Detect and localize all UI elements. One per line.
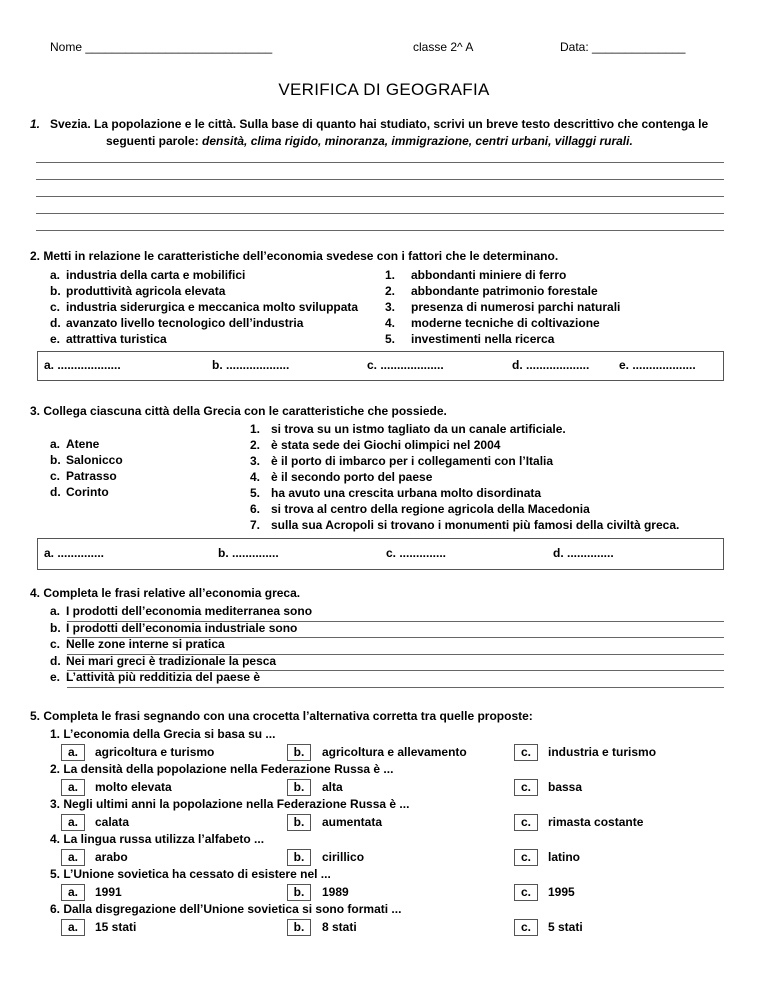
q5-5-option-a-checkbox[interactable]: a.: [61, 884, 85, 901]
list-item: e. attrattiva turistica: [50, 332, 167, 346]
answer-line: [36, 213, 724, 214]
q5-question-3: 3. Negli ultimi anni la popolazione nella Federazione Russa è ...: [50, 797, 410, 811]
list-item: 7. sulla sua Acropoli si trovano i monumenti più famosi della civiltà greca.: [250, 518, 680, 532]
q1-text-line2: [106, 134, 633, 148]
q5-2-option-a: molto elevata: [95, 780, 172, 794]
q5-4-option-a-checkbox[interactable]: a.: [61, 849, 85, 866]
list-item: 5. ha avuto una crescita urbana molto disordinata: [250, 486, 542, 500]
q5-1-option-c: industria e turismo: [548, 745, 657, 759]
q5-1-option-c-checkbox[interactable]: c.: [514, 744, 538, 761]
list-item: d. Corinto: [50, 485, 109, 499]
list-item: 3. presenza di numerosi parchi naturali: [385, 300, 621, 314]
q5-question-1: 1. L’economia della Grecia si basa su ...: [50, 727, 276, 741]
list-item: 6. si trova al centro della regione agricola della Macedonia: [250, 502, 590, 516]
q2-answer-c[interactable]: c. ...................: [367, 358, 444, 372]
q3-answer-a[interactable]: a. ..............: [44, 546, 105, 560]
answer-line: [36, 162, 724, 163]
list-item: b. produttività agricola elevata: [50, 284, 226, 298]
q5-3-option-b: aumentata: [322, 815, 383, 829]
list-item: 4. è il secondo porto del paese: [250, 470, 433, 484]
q1-text-lead: seguenti parole:: [106, 134, 203, 148]
list-item: c. industria siderurgica e meccanica molto sviluppata: [50, 300, 359, 314]
q2-text: 2. Metti in relazione le caratteristiche dell’economia svedese con i fattori che le determinano.: [30, 249, 559, 263]
q3-answer-b[interactable]: b. ..............: [218, 546, 279, 560]
q5-text: 5. Completa le frasi segnando con una crocetta l’alternativa corretta tra quelle proposte:: [30, 709, 533, 723]
q5-1-option-b-checkbox[interactable]: b.: [287, 744, 311, 761]
q5-3-option-b-checkbox[interactable]: b.: [287, 814, 311, 831]
q5-5-option-c: 1995: [548, 885, 575, 899]
answer-line: [36, 196, 724, 197]
q2-answer-d[interactable]: d. ...................: [512, 358, 590, 372]
q5-1-option-a: agricoltura e turismo: [95, 745, 215, 759]
class-label: classe 2^ A: [413, 40, 474, 54]
q5-4-option-c-checkbox[interactable]: c.: [514, 849, 538, 866]
q5-6-option-a-checkbox[interactable]: a.: [61, 919, 85, 936]
q5-5-option-b-checkbox[interactable]: b.: [287, 884, 311, 901]
q5-2-option-b-checkbox[interactable]: b.: [287, 779, 311, 796]
q4-item-e[interactable]: e. L’attività più redditizia del paese è: [50, 670, 261, 684]
q5-6-option-c-checkbox[interactable]: c.: [514, 919, 538, 936]
q3-left-list: [50, 436, 123, 500]
q5-2-option-a-checkbox[interactable]: a.: [61, 779, 85, 796]
q5-2-option-b: alta: [322, 780, 343, 794]
q5-2-option-c-checkbox[interactable]: c.: [514, 779, 538, 796]
q5-4-option-b: cirillico: [322, 850, 365, 864]
date-field: Data: ______________: [560, 40, 686, 54]
q3-answer-d[interactable]: d. ..............: [553, 546, 614, 560]
q1-keywords: densità, clima rigido, minoranza, immigrazione, centri urbani, villaggi rurali.: [202, 134, 633, 148]
q2-right-list: [385, 267, 620, 347]
q2-answer-b[interactable]: b. ...................: [212, 358, 290, 372]
q2-left-list: [50, 267, 358, 347]
q5-question-6: 6. Dalla disgregazione dell’Unione sovietica si sono formati ...: [50, 902, 402, 916]
q5-3-option-a-checkbox[interactable]: a.: [61, 814, 85, 831]
q5-4-option-c: latino: [548, 850, 580, 864]
q4-item-d[interactable]: d. Nei mari greci è tradizionale la pesca: [50, 654, 277, 668]
list-item: 3. è il porto di imbarco per i collegamenti con l’Italia: [250, 454, 554, 468]
q5-6-option-b: 8 stati: [322, 920, 357, 934]
q5-3-option-c-checkbox[interactable]: c.: [514, 814, 538, 831]
q5-2-option-c: bassa: [548, 780, 583, 794]
q5-4-option-a: arabo: [95, 850, 128, 864]
q2-answer-e[interactable]: e. ...................: [619, 358, 696, 372]
list-item: 5. investimenti nella ricerca: [385, 332, 555, 346]
name-field: Nome ____________________________: [50, 40, 273, 54]
q4-item-a[interactable]: a. I prodotti dell’economia mediterranea sono: [50, 604, 313, 618]
q5-4-option-b-checkbox[interactable]: b.: [287, 849, 311, 866]
list-item: c. Patrasso: [50, 469, 117, 483]
page-title: VERIFICA DI GEOGRAFIA: [278, 80, 490, 99]
q5-1-option-a-checkbox[interactable]: a.: [61, 744, 85, 761]
q5-3-option-a: calata: [95, 815, 130, 829]
q5-5-option-a: 1991: [95, 885, 122, 899]
q5-question-5: 5. L’Unione sovietica ha cessato di esistere nel ...: [50, 867, 331, 881]
list-item: a. Atene: [50, 437, 100, 451]
list-item: b. Salonicco: [50, 453, 123, 467]
q5-3-option-c: rimasta costante: [548, 815, 644, 829]
q2-answer-a[interactable]: a. ...................: [44, 358, 121, 372]
q5-question-4: 4. La lingua russa utilizza l’alfabeto ...: [50, 832, 265, 846]
q1-text-line1: Svezia. La popolazione e le città. Sulla base di quanto hai studiato, scrivi un breve testo descrittivo che contenga le: [50, 117, 709, 131]
q3-answer-c[interactable]: c. ..............: [386, 546, 447, 560]
q5-5-option-b: 1989: [322, 885, 349, 899]
list-item: 2. abbondante patrimonio forestale: [385, 284, 598, 298]
list-item: 1. si trova su un istmo tagliato da un canale artificiale.: [250, 422, 566, 436]
q5-5-option-c-checkbox[interactable]: c.: [514, 884, 538, 901]
list-item: 2. è stata sede dei Giochi olimpici nel 2004: [250, 438, 501, 452]
q4-text: 4. Completa le frasi relative all’economia greca.: [30, 586, 301, 600]
q4-item-b[interactable]: b. I prodotti dell’economia industriale sono: [50, 621, 298, 635]
q1-number: 1.: [30, 117, 41, 131]
answer-line: [36, 179, 724, 180]
list-item: 4. moderne tecniche di coltivazione: [385, 316, 600, 330]
q5-question-2: 2. La densità della popolazione nella Federazione Russa è ...: [50, 762, 394, 776]
q5-1-option-b: agricoltura e allevamento: [322, 745, 467, 759]
answer-line: [36, 230, 724, 231]
list-item: 1. abbondanti miniere di ferro: [385, 268, 567, 282]
list-item: a. industria della carta e mobilifici: [50, 268, 246, 282]
list-item: d. avanzato livello tecnologico dell’industria: [50, 316, 304, 330]
answer-line: [67, 687, 724, 688]
q5-6-option-b-checkbox[interactable]: b.: [287, 919, 311, 936]
q5-6-option-a: 15 stati: [95, 920, 137, 934]
q3-right-list: [250, 421, 679, 533]
q4-item-c[interactable]: c. Nelle zone interne si pratica: [50, 637, 225, 651]
q3-answer-box: [37, 538, 724, 570]
q5-6-option-c: 5 stati: [548, 920, 583, 934]
q3-text: 3. Collega ciascuna città della Grecia con le caratteristiche che possiede.: [30, 404, 447, 418]
